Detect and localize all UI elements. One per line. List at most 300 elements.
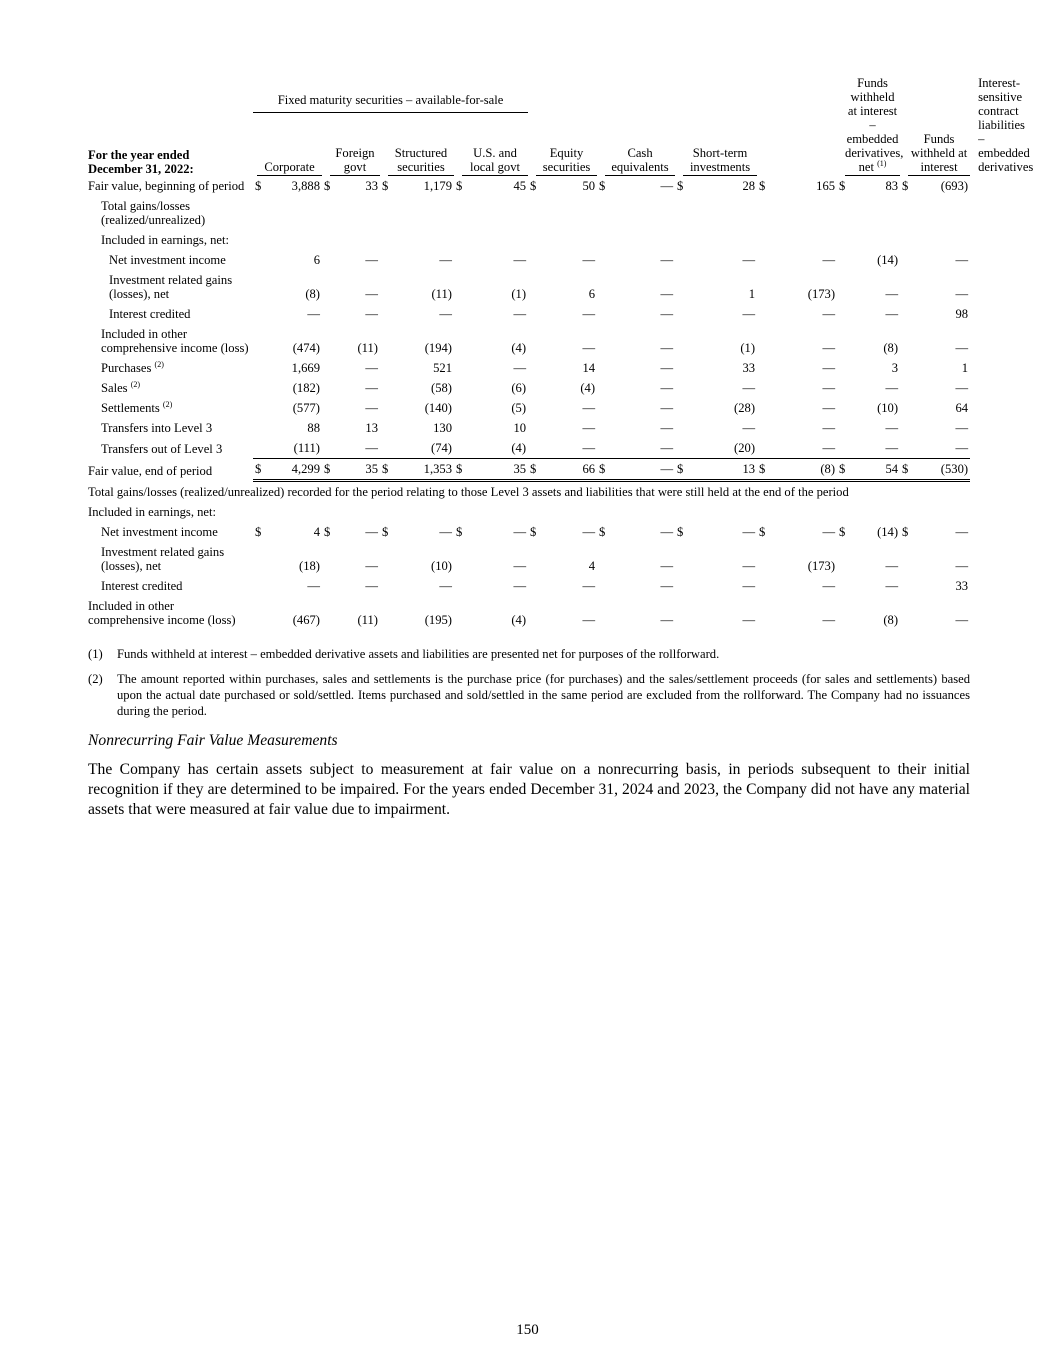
currency-symbol: [675, 378, 685, 398]
cell-value: 1,179: [423, 179, 452, 193]
cell-value: —: [607, 459, 675, 481]
cell-value: —: [822, 613, 836, 627]
table-row-irg2: [88, 542, 970, 576]
row-label: Net investment income: [109, 253, 226, 267]
currency-symbol: [675, 438, 685, 459]
row-label: Sales $^{(2)}$: [101, 380, 141, 395]
cell-value: —: [582, 579, 596, 593]
cell-value: —: [660, 579, 674, 593]
currency-symbol: [380, 398, 390, 418]
table-row-tin: [88, 418, 970, 438]
currency-symbol: $: [530, 525, 537, 539]
footnote-1: [88, 646, 970, 662]
currency-symbol: [322, 596, 332, 630]
currency-symbol: $: [677, 179, 684, 193]
cell-value: —: [822, 381, 836, 395]
currency-symbol: [253, 378, 263, 398]
currency-symbol: [454, 358, 464, 378]
cell-value: —: [955, 381, 969, 395]
cell-value: —: [365, 559, 378, 573]
currency-symbol: [528, 304, 538, 324]
currency-symbol: [253, 576, 263, 596]
cell-value: 35: [464, 459, 528, 481]
cell-value: (11): [357, 613, 378, 627]
currency-symbol: [597, 304, 607, 324]
cell-value: (1): [740, 341, 756, 355]
currency-symbol: $: [382, 525, 389, 539]
col-heading-corporate: Corporate: [253, 112, 322, 176]
cell-value: —: [955, 421, 969, 435]
currency-symbol: [380, 324, 390, 358]
cell-value: —: [582, 307, 596, 321]
currency-symbol: $: [322, 459, 332, 481]
cell-value: (14): [877, 525, 899, 539]
currency-symbol: [837, 418, 847, 438]
cell-value: 28: [742, 179, 756, 193]
col-heading-foreign: Foreign govt: [322, 112, 380, 176]
currency-symbol: [837, 576, 847, 596]
currency-symbol: [597, 324, 607, 358]
currency-symbol: [528, 418, 538, 438]
cell-value: —: [955, 287, 969, 301]
currency-symbol: [900, 250, 910, 270]
col-heading-fwi-derivatives: Funds withheld at interest – embedded derivatives, net $^{(1)}$: [845, 76, 904, 174]
currency-symbol: [757, 270, 767, 304]
cell-value: —: [582, 421, 596, 435]
cell-value: —: [365, 525, 378, 539]
cell-value: 4: [588, 559, 596, 573]
cell-value: 64: [955, 401, 969, 415]
currency-symbol: [528, 542, 538, 576]
cell-value: —: [885, 579, 899, 593]
cell-value: 35: [332, 459, 380, 481]
cell-value: —: [365, 401, 378, 415]
currency-symbol: $: [253, 459, 263, 481]
currency-symbol: $: [902, 179, 909, 193]
currency-symbol: [380, 576, 390, 596]
cell-value: —: [582, 525, 596, 539]
cell-value: —: [307, 307, 320, 321]
row-label: Fair value, beginning of period: [88, 179, 245, 193]
table-row-irg: [88, 270, 970, 304]
cell-value: —: [955, 613, 969, 627]
cell-value: (140): [424, 401, 452, 415]
currency-symbol: [675, 398, 685, 418]
cell-value: (173): [807, 559, 836, 573]
currency-symbol: [528, 250, 538, 270]
currency-symbol: [900, 398, 910, 418]
cell-value: —: [885, 559, 899, 573]
cell-value: 45: [513, 179, 527, 193]
cell-value: —: [660, 361, 674, 375]
header-row-1: For the year ended December 31, 2022: Fixed maturity securities – available-for-sale Funds withheld at interest – embedded derivatives, net $^{(1)}$ Funds withheld at interest Interest-sensitive contract liabilities – embedded derivatives: [88, 76, 1034, 176]
currency-symbol: [900, 378, 910, 398]
row-label: Included in other comprehensive income (loss): [101, 327, 249, 355]
cell-value: 6: [313, 253, 320, 267]
cell-value: —: [742, 421, 756, 435]
cell-value: 3,888: [291, 179, 320, 193]
currency-symbol: $: [255, 525, 262, 539]
cell-value: —: [955, 525, 969, 539]
cell-value: 3: [891, 361, 899, 375]
currency-symbol: [597, 378, 607, 398]
table-row-begin: [88, 176, 970, 196]
currency-symbol: [597, 596, 607, 630]
currency-symbol: $: [837, 459, 847, 481]
currency-symbol: [900, 438, 910, 459]
currency-symbol: [837, 304, 847, 324]
currency-symbol: [757, 378, 767, 398]
cell-value: —: [582, 341, 596, 355]
cell-value: (10): [431, 559, 452, 573]
cell-value: —: [955, 341, 969, 355]
cell-value: —: [660, 253, 674, 267]
cell-value: 14: [582, 361, 596, 375]
cell-value: —: [582, 253, 596, 267]
currency-symbol: [837, 378, 847, 398]
currency-symbol: $: [759, 525, 766, 539]
currency-symbol: [757, 438, 767, 459]
cell-value: —: [513, 253, 527, 267]
currency-symbol: [380, 304, 390, 324]
footnote-2: [88, 671, 970, 719]
cell-value: 4,299: [263, 459, 322, 481]
row-label: Included in earnings, net:: [101, 233, 229, 247]
cell-value: 521: [433, 361, 452, 375]
cell-value: —: [822, 307, 836, 321]
currency-symbol: $: [380, 459, 390, 481]
cell-value: 50: [582, 179, 596, 193]
currency-symbol: $: [530, 179, 537, 193]
cell-value: —: [439, 307, 452, 321]
col-heading-equity: Equity securities: [528, 112, 597, 176]
currency-symbol: $: [324, 525, 331, 539]
currency-symbol: [380, 596, 390, 630]
row-label: Total gains/losses (realized/unrealized) recorded for the period relating to those Level 3 assets and liabilities that were still held at the end of the period: [88, 485, 849, 499]
currency-symbol: $: [324, 179, 331, 193]
cell-value: (11): [357, 341, 378, 355]
footnote-ref: (2): [154, 360, 164, 369]
currency-symbol: [675, 542, 685, 576]
cell-value: —: [660, 287, 674, 301]
col-heading-structured: Structured securities: [380, 112, 454, 176]
currency-symbol: [757, 418, 767, 438]
currency-symbol: $: [456, 525, 463, 539]
currency-symbol: [757, 596, 767, 630]
currency-symbol: $: [454, 459, 464, 481]
row-label: Transfers into Level 3: [101, 421, 213, 435]
cell-value: —: [660, 179, 674, 193]
cell-value: —: [660, 341, 674, 355]
currency-symbol: [322, 270, 332, 304]
cell-value: —: [742, 381, 756, 395]
cell-value: —: [847, 438, 900, 459]
currency-symbol: [837, 398, 847, 418]
currency-symbol: [900, 270, 910, 304]
currency-symbol: [253, 358, 263, 378]
table-row-ic: [88, 304, 970, 324]
currency-symbol: [322, 542, 332, 576]
cell-value: (74): [390, 438, 454, 459]
currency-symbol: $: [255, 179, 262, 193]
currency-symbol: $: [675, 459, 685, 481]
cell-value: —: [742, 613, 756, 627]
cell-value: 83: [885, 179, 899, 193]
cell-value: —: [742, 525, 756, 539]
currency-symbol: $: [597, 459, 607, 481]
currency-symbol: [454, 438, 464, 459]
currency-symbol: [322, 358, 332, 378]
currency-symbol: [675, 596, 685, 630]
footnote-number: (1): [88, 647, 103, 661]
currency-symbol: [900, 596, 910, 630]
currency-symbol: [253, 438, 263, 459]
currency-symbol: [322, 398, 332, 418]
cell-value: (8): [767, 459, 837, 481]
cell-value: (18): [299, 559, 320, 573]
cell-value: —: [332, 438, 380, 459]
cell-value: —: [365, 361, 378, 375]
currency-symbol: [675, 418, 685, 438]
currency-symbol: [322, 576, 332, 596]
currency-symbol: $: [839, 525, 846, 539]
cell-value: 130: [433, 421, 452, 435]
currency-symbol: [380, 270, 390, 304]
cell-value: —: [513, 361, 527, 375]
currency-symbol: [900, 358, 910, 378]
cell-value: —: [742, 559, 756, 573]
currency-symbol: [454, 304, 464, 324]
currency-symbol: [675, 250, 685, 270]
cell-value: —: [955, 559, 969, 573]
currency-symbol: [454, 324, 464, 358]
cell-value: 33: [955, 579, 969, 593]
cell-value: —: [885, 421, 899, 435]
currency-symbol: [597, 542, 607, 576]
currency-symbol: [528, 576, 538, 596]
currency-symbol: [900, 324, 910, 358]
currency-symbol: [837, 324, 847, 358]
currency-symbol: [675, 324, 685, 358]
cell-value: —: [365, 253, 378, 267]
currency-symbol: [253, 398, 263, 418]
cell-value: 6: [588, 287, 596, 301]
currency-symbol: [837, 438, 847, 459]
currency-symbol: [757, 250, 767, 270]
currency-symbol: [253, 418, 263, 438]
cell-value: —: [822, 361, 836, 375]
currency-symbol: [322, 378, 332, 398]
cell-value: —: [365, 381, 378, 395]
col-heading-cash: Cash equivalents: [597, 112, 675, 176]
cell-value: (58): [431, 381, 452, 395]
currency-symbol: [253, 250, 263, 270]
table-row-sal: [88, 378, 970, 398]
cell-value: 10: [513, 421, 527, 435]
cell-value: (467): [292, 613, 320, 627]
cell-value: —: [365, 307, 378, 321]
cell-value: 98: [955, 307, 969, 321]
row-label: Investment related gains (losses), net: [101, 545, 225, 573]
cell-value: (530): [910, 459, 970, 481]
cell-value: (4): [511, 341, 527, 355]
row-label: Transfers out of Level 3: [101, 441, 223, 456]
cell-value: (693): [940, 179, 969, 193]
currency-symbol: [253, 596, 263, 630]
currency-symbol: [528, 438, 538, 459]
currency-symbol: $: [528, 459, 538, 481]
currency-symbol: $: [839, 179, 846, 193]
row-label: Purchases $^{(2)}$: [101, 360, 164, 375]
currency-symbol: $: [900, 459, 910, 481]
currency-symbol: [322, 418, 332, 438]
cell-value: 13: [685, 459, 757, 481]
cell-value: —: [439, 253, 452, 267]
currency-symbol: [322, 438, 332, 459]
table-row-tgl: [88, 196, 970, 230]
row-label: Total gains/losses (realized/unrealized): [101, 199, 206, 227]
currency-symbol: [380, 438, 390, 459]
cell-value: —: [822, 421, 836, 435]
footnote-ref: (2): [162, 400, 173, 409]
currency-symbol: [757, 398, 767, 418]
page-number: 150: [516, 1322, 539, 1338]
currency-symbol: [454, 398, 464, 418]
cell-value: —: [822, 525, 836, 539]
cell-value: (1): [511, 287, 527, 301]
currency-symbol: [597, 418, 607, 438]
cell-value: (8): [883, 341, 899, 355]
currency-symbol: [900, 542, 910, 576]
row-label: Included in earnings, net:: [88, 505, 216, 519]
cell-value: (474): [292, 341, 320, 355]
currency-symbol: [675, 358, 685, 378]
currency-symbol: [528, 378, 538, 398]
cell-value: —: [513, 579, 527, 593]
currency-symbol: [757, 304, 767, 324]
cell-value: —: [660, 381, 674, 395]
currency-symbol: [597, 358, 607, 378]
currency-symbol: [837, 542, 847, 576]
cell-value: —: [365, 579, 378, 593]
cell-value: —: [582, 613, 596, 627]
currency-symbol: [454, 250, 464, 270]
cell-value: —: [538, 438, 597, 459]
cell-value: —: [822, 253, 836, 267]
cell-value: —: [955, 253, 969, 267]
document-page: [88, 76, 1034, 820]
cell-value: 13: [365, 421, 378, 435]
footnote-number: (2): [88, 672, 103, 686]
table-row-end: [88, 459, 970, 481]
table-row-pur: [88, 358, 970, 378]
cell-value: —: [660, 421, 674, 435]
cell-value: (20): [685, 438, 757, 459]
cell-value: —: [660, 613, 674, 627]
currency-symbol: [253, 304, 263, 324]
cell-value: —: [767, 438, 837, 459]
cell-value: —: [307, 579, 320, 593]
currency-symbol: [675, 576, 685, 596]
currency-symbol: $: [757, 459, 767, 481]
currency-symbol: [253, 324, 263, 358]
currency-symbol: [597, 576, 607, 596]
currency-symbol: [597, 250, 607, 270]
cell-value: (8): [305, 287, 320, 301]
cell-value: —: [607, 438, 675, 459]
section-heading: Nonrecurring Fair Value Measurements: [88, 732, 338, 749]
currency-symbol: [528, 324, 538, 358]
cell-value: 1,669: [291, 361, 320, 375]
currency-symbol: $: [759, 179, 766, 193]
row-label: Settlements $^{(2)}$: [101, 400, 173, 415]
cell-value: (111): [263, 438, 322, 459]
cell-value: —: [742, 579, 756, 593]
col-heading-fwi: Funds withheld at interest: [900, 76, 970, 176]
row-label: Interest credited: [101, 579, 183, 593]
cell-value: —: [742, 307, 756, 321]
currency-symbol: $: [677, 525, 684, 539]
cell-value: —: [660, 401, 674, 415]
currency-symbol: [380, 418, 390, 438]
currency-symbol: [900, 304, 910, 324]
currency-symbol: [454, 576, 464, 596]
level3-rollforward-table: [88, 76, 1034, 630]
cell-value: (577): [292, 401, 320, 415]
currency-symbol: [322, 324, 332, 358]
cell-value: (195): [424, 613, 452, 627]
currency-symbol: $: [456, 179, 463, 193]
cell-value: (5): [511, 401, 527, 415]
currency-symbol: [322, 250, 332, 270]
table-row-ic2: [88, 576, 970, 596]
cell-value: —: [439, 525, 452, 539]
cell-value: (4): [580, 381, 596, 395]
table-row-nii2: [88, 522, 970, 542]
currency-symbol: [837, 358, 847, 378]
currency-symbol: [757, 576, 767, 596]
currency-symbol: $: [599, 525, 606, 539]
currency-symbol: [900, 576, 910, 596]
cell-value: —: [660, 525, 674, 539]
currency-symbol: [380, 358, 390, 378]
currency-symbol: [528, 358, 538, 378]
currency-symbol: [253, 270, 263, 304]
cell-value: (182): [292, 381, 320, 395]
cell-value: 33: [742, 361, 756, 375]
currency-symbol: [837, 270, 847, 304]
table-row-incl: [88, 230, 970, 250]
cell-value: —: [513, 559, 527, 573]
currency-symbol: [454, 418, 464, 438]
currency-symbol: [322, 304, 332, 324]
currency-symbol: [380, 378, 390, 398]
currency-symbol: [675, 304, 685, 324]
cell-value: —: [822, 401, 836, 415]
currency-symbol: $: [599, 179, 606, 193]
currency-symbol: [837, 250, 847, 270]
cell-value: 54: [847, 459, 900, 481]
cell-value: 1,353: [390, 459, 454, 481]
table-row-held: [88, 481, 970, 503]
cell-value: —: [660, 559, 674, 573]
period-heading: For the year ended December 31, 2022:: [88, 148, 194, 176]
cell-value: (8): [883, 613, 899, 627]
currency-symbol: [597, 398, 607, 418]
cell-value: (173): [807, 287, 836, 301]
cell-value: 1: [748, 287, 756, 301]
currency-symbol: [528, 398, 538, 418]
